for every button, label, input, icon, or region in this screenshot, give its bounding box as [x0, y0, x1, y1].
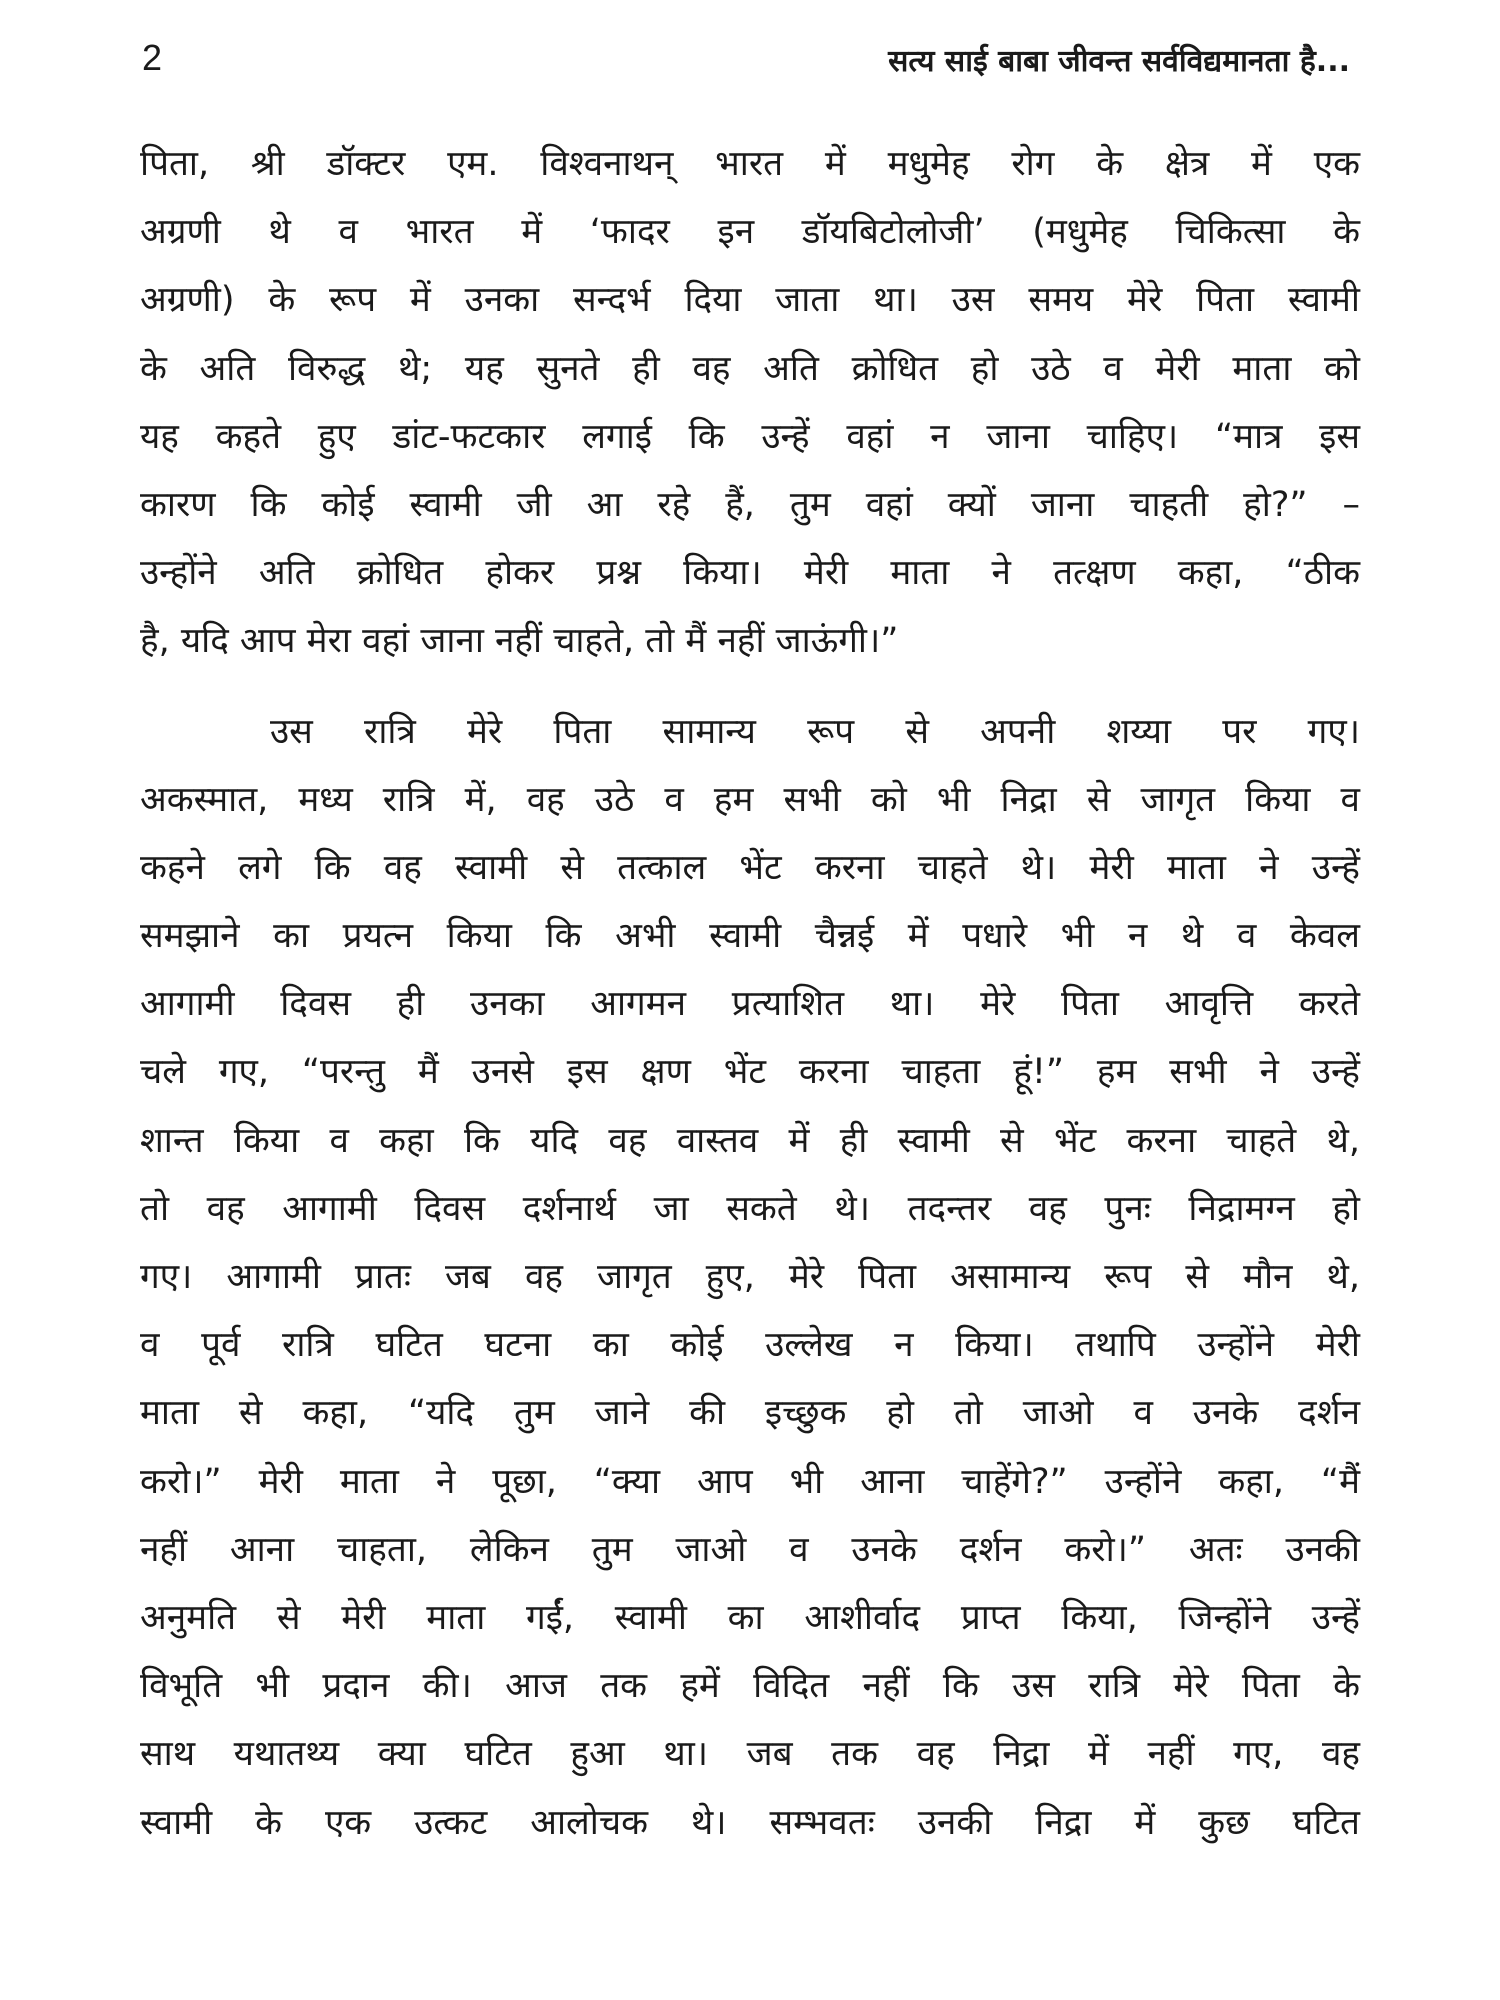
paragraph-2 [140, 698, 1360, 1857]
text-line: आगामी दिवस ही उनका आगमन प्रत्याशित था। मेरे पिता आवृत्ति करते [140, 984, 1360, 1025]
paragraph-gap [140, 676, 1360, 698]
running-title: सत्य साई बाबा जीवन्त सर्वविद्यमानता है... [888, 44, 1350, 79]
body-text [140, 130, 1360, 1857]
text-line: करो।” मेरी माता ने पूछा, “क्या आप भी आना चाहेंगे?” उन्होंने कहा, “मैं [140, 1461, 1360, 1502]
text-line: नहीं आना चाहता, लेकिन तुम जाओ व उनके दर्शन करो।” अतः उनकी [140, 1529, 1360, 1570]
text-line: कहने लगे कि वह स्वामी से तत्काल भेंट करना चाहते थे। मेरी माता ने उन्हें [140, 847, 1360, 888]
text-line: शान्त किया व कहा कि यदि वह वास्तव में ही स्वामी से भेंट करना चाहते थे, [140, 1120, 1360, 1161]
text-line: विभूति भी प्रदान की। आज तक हमें विदित नहीं कि उस रात्रि मेरे पिता के [140, 1666, 1360, 1707]
text-line: कारण कि कोई स्वामी जी आ रहे हैं, तुम वहां क्यों जाना चाहती हो?” – [140, 484, 1360, 525]
text-line: तो वह आगामी दिवस दर्शनार्थ जा सकते थे। तदन्तर वह पुनः निद्रामग्न हो [140, 1188, 1360, 1229]
text-line: समझाने का प्रयत्न किया कि अभी स्वामी चैन्नई में पधारे भी न थे व केवल [140, 916, 1360, 957]
text-line: है, यदि आप मेरा वहां जाना नहीं चाहते, तो मैं नहीं जाऊंगी।” [140, 621, 899, 662]
text-line: गए। आगामी प्रातः जब वह जागृत हुए, मेरे पिता असामान्य रूप से मौन थे, [140, 1257, 1360, 1297]
text-line: उस रात्रि मेरे पिता सामान्य रूप से अपनी शय्या पर गए। [270, 711, 1360, 752]
text-line: अकस्मात, मध्य रात्रि में, वह उठे व हम सभी को भी निद्रा से जागृत किया व [140, 779, 1360, 820]
text-line: व पूर्व रात्रि घटित घटना का कोई उल्लेख न किया। तथापि उन्होंने मेरी [140, 1325, 1360, 1366]
text-line: अग्रणी थे व भारत में ‘फादर इन डॉयबिटोलोजी’ (मधुमेह चिकित्सा के [140, 212, 1360, 253]
paragraph-1 [140, 130, 1360, 676]
text-line: यह कहते हुए डांट-फटकार लगाई कि उन्हें वहां न जाना चाहिए। “मात्र इस [140, 416, 1360, 457]
text-line: के अति विरुद्ध थे; यह सुनते ही वह अति क्रोधित हो उठे व मेरी माता को [140, 348, 1360, 389]
text-line: पिता, श्री डॉक्टर एम. विश्वनाथन् भारत में मधुमेह रोग के क्षेत्र में एक [140, 144, 1360, 184]
text-line: साथ यथातथ्य क्या घटित हुआ था। जब तक वह निद्रा में नहीं गए, वह [140, 1734, 1360, 1775]
text-line: उन्होंने अति क्रोधित होकर प्रश्न किया। मेरी माता ने तत्क्षण कहा, “ठीक [140, 553, 1360, 594]
text-line: माता से कहा, “यदि तुम जाने की इच्छुक हो तो जाओ व उनके दर्शन [140, 1393, 1360, 1434]
text-line: अग्रणी) के रूप में उनका सन्दर्भ दिया जाता था। उस समय मेरे पिता स्वामी [140, 280, 1360, 321]
text-line: स्वामी के एक उत्कट आलोचक थे। सम्भवतः उनकी निद्रा में कुछ घटित [140, 1802, 1360, 1843]
text-line: चले गए, “परन्तु मैं उनसे इस क्षण भेंट करना चाहता हूं!” हम सभी ने उन्हें [140, 1052, 1360, 1093]
text-line: अनुमति से मेरी माता गईं, स्वामी का आशीर्वाद प्राप्त किया, जिन्होंने उन्हें [140, 1597, 1360, 1638]
page-number: 2 [142, 37, 163, 78]
